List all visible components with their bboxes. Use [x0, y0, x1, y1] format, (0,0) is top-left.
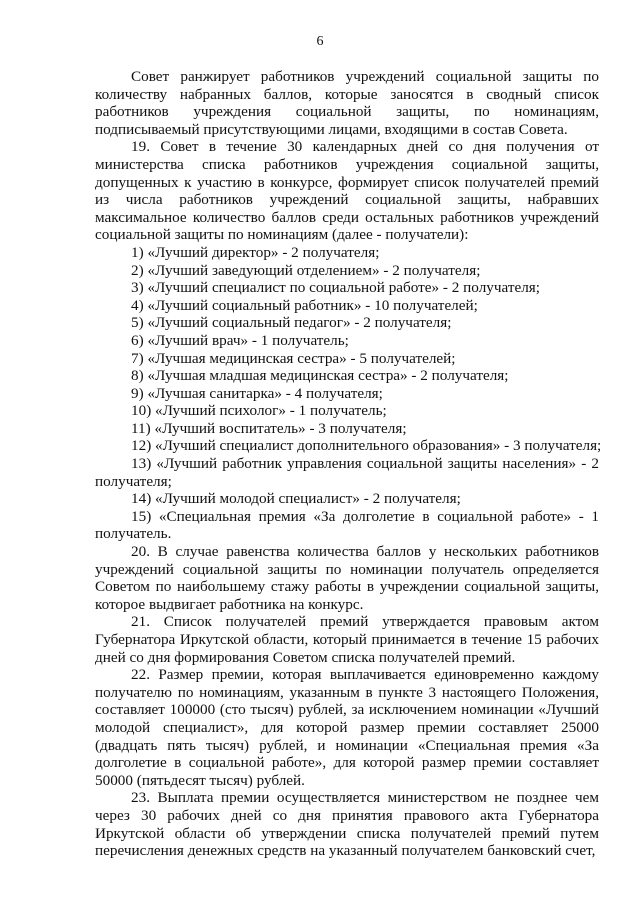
nomination-item: 3) «Лучший специалист по социальной работе» - 2 получателя; [131, 279, 541, 297]
nomination-item: 13) «Лучший работник управления социальной защиты населения» - 2 получателя; [95, 455, 599, 490]
nomination-item: 15) «Специальная премия «За долголетие в социальной работе» - 1 получатель. [95, 507, 599, 543]
page-number: 6 [316, 34, 324, 49]
paragraph-22: 22. Размер премии, которая выплачивается единовременно каждому получателю по номинациям, указанным в пункте 3 настоящего Положения, составляет 100000 (сто тысяч) рублей, за исключением номинации «Лучший молодой специалист», для которой размер премии составляет 25000 (двадцать пять тысяч) рублей, и номинации «Специальная премия «За долголетие в социальной работе», для которой размер премии составляет 50000 (пятьдесят тысяч) рублей. [95, 666, 599, 789]
nomination-item: 6) «Лучший врач» - 1 получатель; [131, 331, 349, 349]
paragraph-21: 21. Список получателей премий утверждается правовым актом Губернатора Иркутской области, который принимается в течение 15 рабочих дней со дня формирования Советом списка получателей премий. [95, 613, 599, 666]
nomination-item: 7) «Лучшая медицинская сестра» - 5 получателей; [131, 349, 456, 367]
paragraph-19: 19. Совет в течение 30 календарных дней со дня получения от министерства списка работников учреждения социальной защиты, допущенных к участию в конкурсе, формирует список получателей премий из числа работников учреждений социальной защиты, набравших максимальное количество баллов среди остальных работников учреждений социальной защиты по номинациям (далее - получатели): [95, 138, 599, 244]
paragraph-18-continuation: Совет ранжирует работников учреждений социальной защиты по количеству набранных баллов, которые заносятся в сводный список работников учреждения социальной защиты, по номинациям, подписываемый присутствующими лицами, входящими в состав Совета. [95, 68, 599, 138]
nomination-item: 5) «Лучший социальный педагог» - 2 получателя; [131, 314, 452, 332]
nomination-item: 14) «Лучший молодой специалист» - 2 получателя; [131, 490, 461, 508]
nomination-item: 8) «Лучшая младшая медицинская сестра» - 2 получателя; [131, 367, 509, 385]
document-body [95, 68, 602, 860]
nomination-item: 10) «Лучший психолог» - 1 получатель; [131, 402, 387, 420]
nomination-item: 12) «Лучший специалист дополнительного образования» - 3 получателя; [131, 437, 602, 455]
nomination-list [95, 243, 602, 543]
nomination-item: 2) «Лучший заведующий отделением» - 2 получателя; [131, 261, 481, 279]
paragraph-23: 23. Выплата премии осуществляется министерством не позднее чем через 30 рабочих дней со дня принятия правового акта Губернатора Иркутской области об утверждении списка получателей премий путем перечисления денежных средств на указанный получателем банковский счет, [95, 789, 599, 860]
nomination-item: 1) «Лучший директор» - 2 получателя; [131, 243, 380, 261]
nomination-item: 4) «Лучший социальный работник» - 10 получателей; [131, 296, 478, 314]
nomination-item: 11) «Лучший воспитатель» - 3 получателя; [131, 419, 407, 437]
paragraph-20: 20. В случае равенства количества баллов у нескольких работников учреждений социальной защиты по номинации получатель определяется Советом по наибольшему стажу работы в учреждении социальной защиты, которое выдвигает работника на конкурс. [95, 543, 599, 613]
nomination-item: 9) «Лучшая санитарка» - 4 получателя; [131, 384, 383, 402]
